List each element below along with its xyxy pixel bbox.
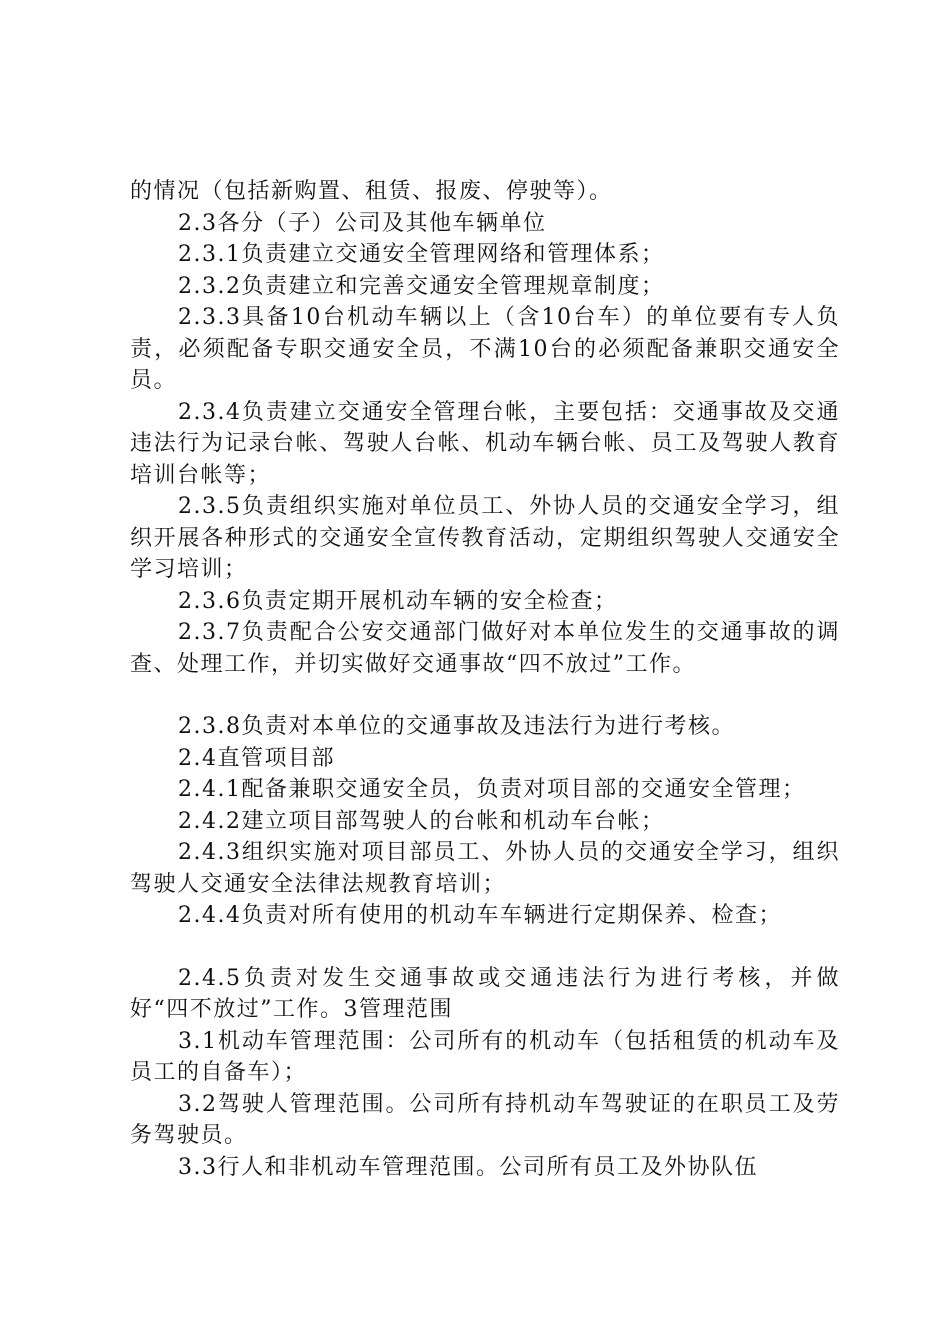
section-heading-2-4: 2.4直管项目部 bbox=[178, 745, 335, 771]
section-heading-2-3: 2.3各分（子）公司及其他车辆单位 bbox=[178, 210, 547, 236]
paragraph-continuation: 的情况（包括新购置、租赁、报废、停驶等）。 bbox=[130, 179, 613, 204]
paragraph-3-2: 3.2驾驶人管理范围。公司所有持机动车驾驶证的在职员工及劳务驾驶员。 bbox=[130, 1091, 840, 1148]
document-page bbox=[130, 176, 840, 1183]
paragraph-2-3-5: 2.3.5负责组织实施对单位员工、外协人员的交通安全学习，组织开展各种形式的交通安全宣传教育活动，定期组织驾驶人交通安全学习培训； bbox=[130, 494, 840, 582]
paragraph-2-3-6: 2.3.6负责定期开展机动车辆的安全检查； bbox=[178, 588, 618, 614]
paragraph-2-4-4: 2.4.4负责对所有使用的机动车车辆进行定期保养、检查； bbox=[178, 903, 782, 928]
paragraph-2-4-2: 2.4.2建立项目部驾驶人的台帐和机动车台帐； bbox=[178, 808, 665, 834]
paragraph-2-3-7: 2.3.7负责配合公安交通部门做好对本单位发生的交通事故的调查、处理工作，并切实做好交通事故“四不放过”工作。 bbox=[130, 620, 840, 677]
paragraph-2-4-1: 2.4.1配备兼职交通安全员，负责对项目部的交通安全管理； bbox=[178, 777, 806, 802]
paragraph-3-3: 3.3行人和非机动车管理范围。公司所有员工及外协队伍 bbox=[178, 1154, 758, 1180]
paragraph-2-3-1: 2.3.1负责建立交通安全管理网络和管理体系； bbox=[178, 242, 665, 267]
paragraph-2-3-2: 2.3.2负责建立和完善交通安全管理规章制度； bbox=[178, 273, 665, 299]
paragraph-2-4-3: 2.4.3组织实施对项目部员工、外协人员的交通安全学习，组织驾驶人交通安全法律法规教育培训； bbox=[130, 840, 840, 897]
paragraph-2-4-5: 2.4.5负责对发生交通事故或交通违法行为进行考核，并做好“四不放过”工作。3管理范围 bbox=[130, 965, 840, 1022]
paragraph-2-3-3: 2.3.3具备10台机动车辆以上（含10台车）的单位要有专人负责，必须配备专职交通安全员，不满10台的必须配备兼职交通安全员。 bbox=[130, 305, 840, 393]
paragraph-2-3-4: 2.3.4负责建立交通安全管理台帐，主要包括：交通事故及交通违法行为记录台帐、驾驶人台帐、机动车辆台帐、员工及驾驶人教育培训台帐等； bbox=[130, 399, 840, 488]
paragraph-2-3-8: 2.3.8负责对本单位的交通事故及违法行为进行考核。 bbox=[178, 714, 735, 739]
paragraph-3-1: 3.1机动车管理范围：公司所有的机动车（包括租赁的机动车及员工的自备车）； bbox=[130, 1028, 840, 1085]
